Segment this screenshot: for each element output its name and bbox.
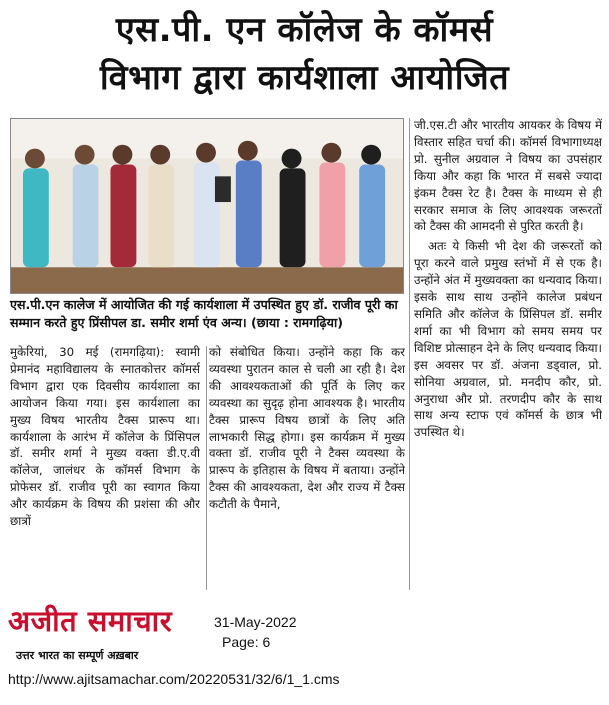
article-column-right (414, 117, 602, 592)
article-paragraph: जी.एस.टी और भारतीय आयकर के विषय में विस्तार सहित चर्चा की। कॉमर्स विभागाध्यक्ष प्रो. सुनील अग्रवाल ने विषय का उपसंहार किया और कहा कि भारत में सबसे ज्यादा इंकम टैक्स रेट है। टैक्स के माध्यम से ही सरकार समाज के लिए आवश्यक जरूरतों को टैक्स की आमदनी से पुरित करती है। (414, 118, 602, 234)
source-url: http://www.ajitsamachar.com/20220531/32/6/1_1.cms (8, 671, 340, 687)
photo-caption: एस.पी.एन कालेज में आयोजित की गई कार्यशाला में उपस्थित हुए डॉ. राजीव पूरी का सम्मान करते हुए प्रिंसीपल डा. समीर शर्मा एंव अन्य। (छाया : रामगढ़िया) (10, 297, 398, 330)
article-paragraph: अतः ये किसी भी देश की जरूरतों को पूरा करने वाले प्रमुख स्तंभों में से एक है। उन्होंने अंत में मुख्यवक्ता का धन्यवाद किया। इसके साथ साथ उन्होंने कालेज प्रबंधन समिति और कॉलेज के प्रिंसिपल डॉ. समीर शर्मा का भी विभाग को समय समय पर विशिष्ट प्रोत्साहन देने के लिए धन्यवाद किया। इस अवसर पर डॉ. अंजना डड्वाल, प्रो. सोनिया अग्रवाल, प्रो. मनदीप कौर, प्रो. अनुराधा और प्रो. तरणदीप कौर के साथ साथ अन्य स्टाफ एवं कॉमर्स के छात्र भी उपस्थित थे। (414, 239, 602, 440)
article-paragraph: मुकेरियां, 30 मई (रामगढ़िया): स्वामी प्रेमानंद महाविद्यालय के स्नातकोत्तर कॉमर्स विभाग द्वारा एक दिवसीय कार्यशाला का आयोजन किया गया। इस कार्यशाला का मुख्य विषय भारतीय टैक्स प्रारूप था। कार्यशाला के आरंभ में कॉलेज के प्रिंसिपल डॉ. समीर शर्मा ने मुख्य वक्ता डी.ए.वी कॉलेज, जालंधर के कॉमर्स विभाग के प्रोफेसर डॉ. राजीव पूरी का स्वागत किया और कार्यक्रम के विषय की प्रशंसा की और छात्रों (10, 345, 200, 529)
article-column-middle (209, 344, 405, 592)
brand-name: अजीत समाचार (8, 604, 173, 638)
headline-line-2: विभाग द्वारा कार्यशाला आयोजित (99, 58, 510, 98)
column-divider (409, 118, 410, 590)
headline-line-1: एस.पी. एन कॉलेज के कॉमर्स (115, 10, 494, 50)
page-number: Page: 6 (222, 634, 271, 650)
publish-date: 31-May-2022 (214, 614, 297, 630)
news-photo (10, 118, 404, 294)
newspaper-logo (8, 604, 208, 663)
brand-tagline: उत्तर भारत का सम्पूर्ण अख़बार (16, 649, 139, 662)
group-photo-illustration (11, 119, 403, 293)
date-block (214, 612, 297, 652)
article-column-left (10, 344, 200, 592)
article-paragraph: को संबोधित किया। उन्होंने कहा कि कर व्यवस्था पुरातन काल से चली आ रही है। देश की आवश्यकताओं की पूर्ति के लिए कर व्यवस्था का सुदृढ़ होना आवश्यक है। भारतीय टैक्स प्रारूप विषय छात्रों के लिए अति लाभकारी सिद्ध होगा। इस कार्यक्रम में मुख्य वक्ता डॉ. राजीव पूरी ने टैक्स व्यवस्था के प्रारूप के इतिहास के विषय में बताया। उन्होंने टैक्स की आवश्यकता, देश और राज्य में टैक्स कटौती के पैमाने, (209, 345, 405, 512)
column-divider (206, 346, 207, 590)
headline (0, 6, 609, 102)
